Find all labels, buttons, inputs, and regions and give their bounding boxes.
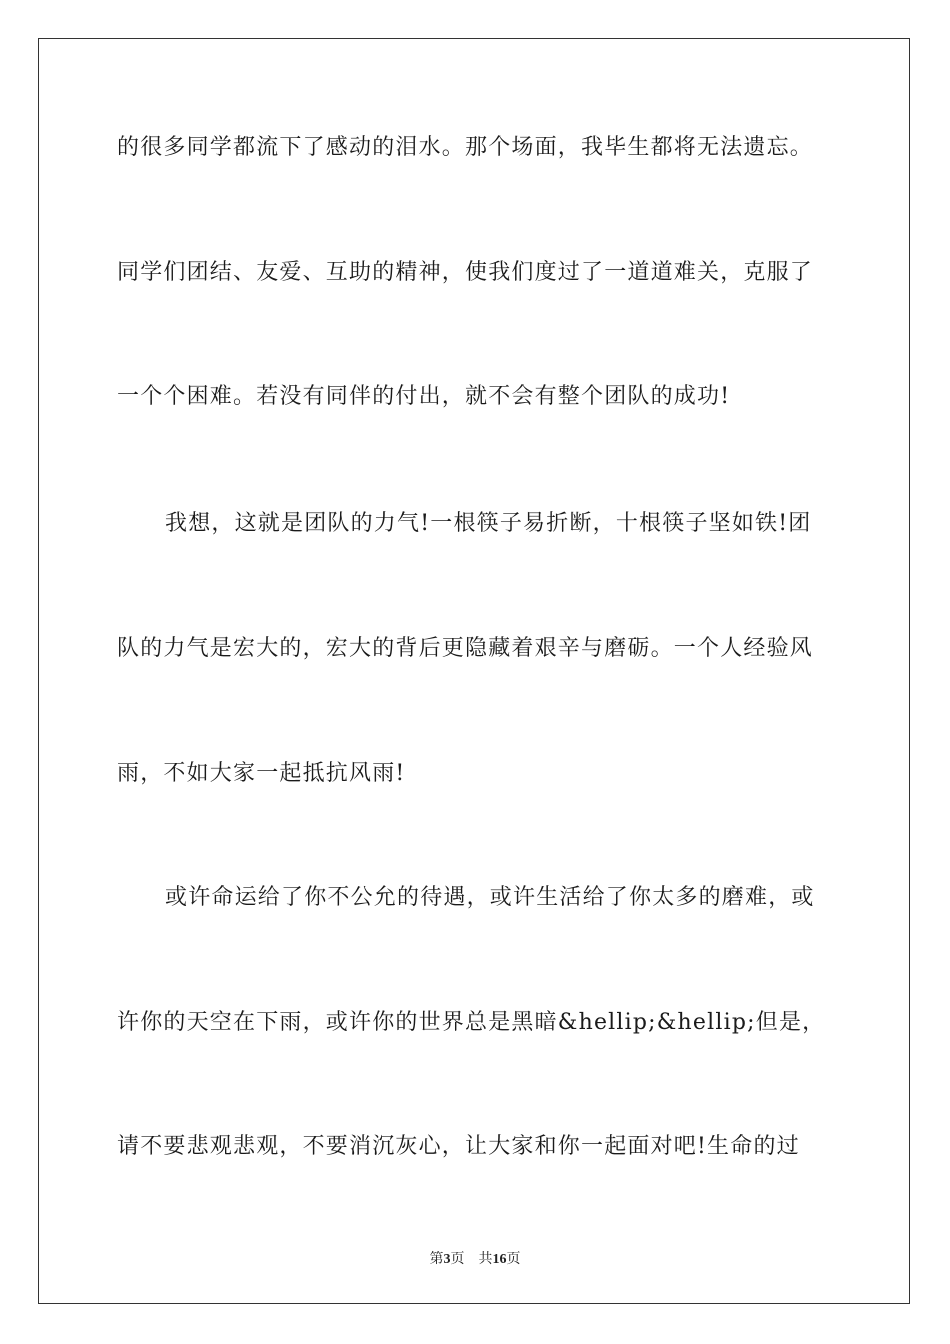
body-line-7: 或许命运给了你不公允的待遇，或许生活给了你太多的磨难，或: [165, 885, 815, 910]
page-suffix: 页: [450, 1252, 465, 1267]
page-prefix: 第: [429, 1252, 444, 1267]
body-line-9: 请不要悲观悲观，不要消沉灰心，让大家和你一起面对吧!生命的过: [117, 1134, 800, 1159]
body-line-3: 一个个困难。若没有同伴的付出，就不会有整个团队的成功!: [117, 384, 731, 409]
body-line-1: 的很多同学都流下了感动的泪水。那个场面，我毕生都将无法遗忘。: [117, 135, 814, 160]
page-border: [38, 38, 910, 1304]
total-prefix: 共: [478, 1252, 493, 1267]
body-line-5: 队的力气是宏大的，宏大的背后更隐藏着艰辛与磨砺。一个人经验风: [117, 636, 814, 661]
body-line-8: 许你的天空在下雨，或许你的世界总是黑暗&hellip;&hellip;但是，: [117, 1010, 826, 1035]
body-line-2: 同学们团结、友爱、互助的精神，使我们度过了一道道难关，克服了: [117, 260, 814, 285]
body-line-6: 雨，不如大家一起抵抗风雨!: [117, 761, 406, 786]
body-line-4: 我想，这就是团队的力气!一根筷子易折断，十根筷子坚如铁!团: [165, 511, 812, 536]
total-suffix: 页: [506, 1252, 521, 1267]
page-footer: [0, 1248, 950, 1268]
page-total: 16: [492, 1252, 507, 1267]
page-current: 3: [443, 1252, 451, 1267]
